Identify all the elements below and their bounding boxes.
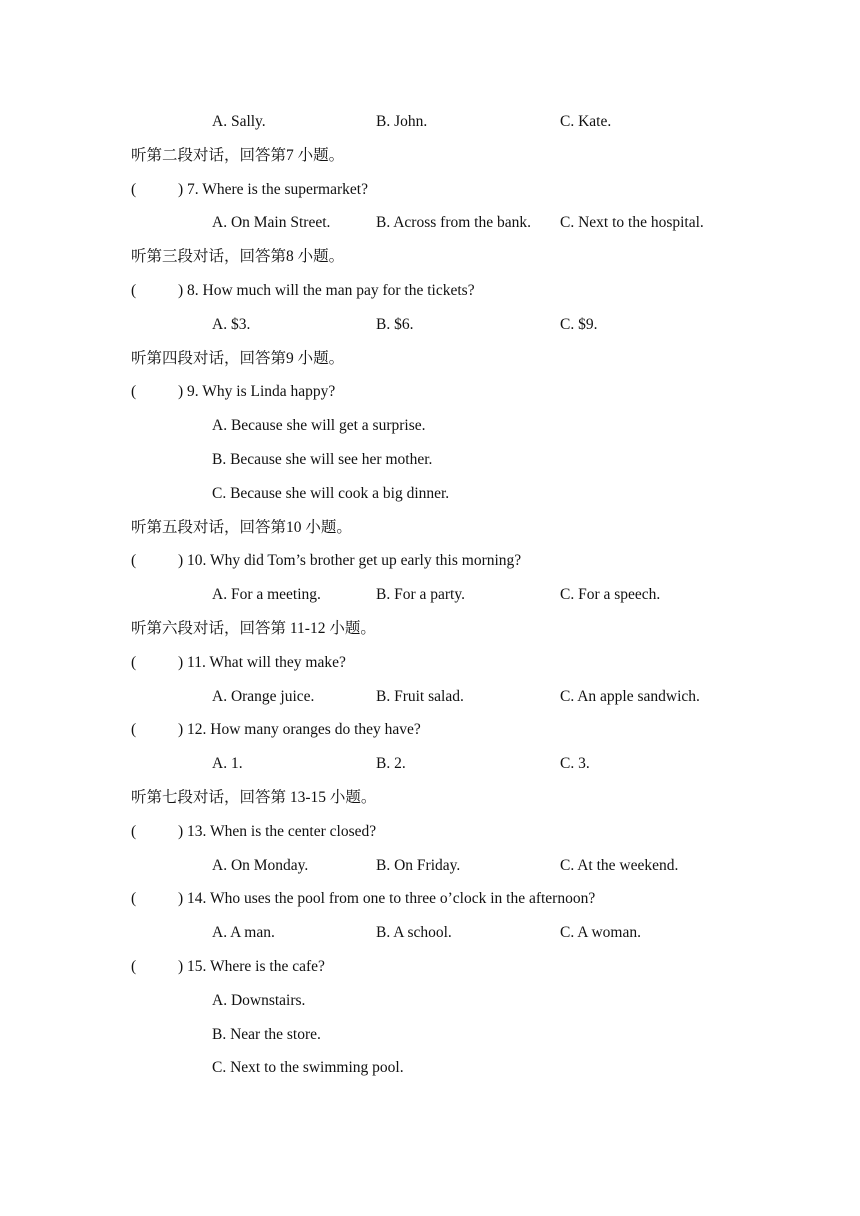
option-b: B. Fruit salad. [376, 687, 464, 705]
answer-blank[interactable]: ( [131, 822, 137, 840]
option-b: B. A school. [376, 924, 452, 942]
option-row [0, 753, 860, 787]
section-instruction: 听第二段对话，回答第7 小题。 [131, 146, 345, 164]
option-c: C. For a speech. [560, 586, 661, 604]
option-line [0, 415, 860, 449]
answer-blank[interactable]: ( [131, 958, 137, 975]
question-line [0, 179, 860, 213]
question-line [0, 821, 860, 855]
section-instruction: 听第七段对话，回答第 13-15 小题。 [131, 789, 377, 806]
answer-blank[interactable]: ( [131, 653, 137, 671]
option-line [0, 449, 860, 483]
question-text: ) 15. Where is the cafe? [178, 958, 325, 975]
option-c: C. Because she will cook a big dinner. [212, 484, 450, 502]
section-header [0, 348, 860, 382]
option-line [0, 990, 860, 1024]
question-line [0, 280, 860, 314]
section-header [0, 145, 860, 179]
option-a: A. $3. [212, 315, 251, 333]
option-a: A. For a meeting. [212, 586, 321, 604]
option-row [0, 686, 860, 720]
question-text: ) 10. Why did Tom’s brother get up early this morning? [178, 552, 522, 570]
answer-blank[interactable]: ( [131, 180, 137, 198]
question-line [0, 381, 860, 415]
question-text: ) 9. Why is Linda happy? [178, 383, 336, 401]
question-text: ) 13. When is the center closed? [178, 822, 377, 840]
question-text: ) 11. What will they make? [178, 653, 346, 671]
section-instruction: 听第四段对话，回答第9 小题。 [131, 349, 345, 367]
option-line [0, 1057, 860, 1091]
section-header [0, 517, 860, 551]
section-instruction: 听第五段对话，回答第10 小题。 [131, 518, 352, 536]
option-row [0, 212, 860, 246]
option-c: C. Kate. [560, 113, 612, 130]
option-row [0, 855, 860, 889]
option-b: B. Near the store. [212, 1025, 321, 1043]
option-b: B. $6. [376, 315, 414, 333]
section-header [0, 246, 860, 280]
option-b: B. For a party. [376, 586, 465, 604]
question-line [0, 652, 860, 686]
question-text: ) 14. Who uses the pool from one to three o’clock in the afternoon? [178, 890, 596, 908]
option-c: C. An apple sandwich. [560, 687, 700, 705]
question-line [0, 719, 860, 753]
option-b: B. Because she will see her mother. [212, 451, 433, 468]
question-text: ) 12. How many oranges do they have? [178, 721, 421, 739]
option-a: A. 1. [212, 755, 243, 773]
option-a: A. On Monday. [212, 856, 309, 874]
section-header [0, 787, 860, 821]
section-instruction: 听第三段对话，回答第8 小题。 [131, 248, 345, 266]
question-text: ) 7. Where is the supermarket? [178, 180, 368, 198]
option-a: A. Because she will get a surprise. [212, 417, 426, 435]
option-row [0, 584, 860, 618]
option-a: A. On Main Street. [212, 214, 331, 232]
option-c: C. A woman. [560, 924, 641, 942]
question-line [0, 888, 860, 922]
answer-blank[interactable]: ( [131, 721, 137, 739]
question-line [0, 550, 860, 584]
option-b: B. Across from the bank. [376, 214, 531, 232]
section-header [0, 618, 860, 652]
answer-blank[interactable]: ( [131, 890, 137, 908]
option-c: C. At the weekend. [560, 856, 679, 874]
answer-blank[interactable]: ( [131, 552, 137, 570]
option-c: C. Next to the hospital. [560, 214, 704, 232]
option-c: C. 3. [560, 755, 590, 773]
answer-blank[interactable]: ( [131, 282, 137, 299]
option-a: A. Downstairs. [212, 991, 306, 1009]
answer-blank[interactable]: ( [131, 383, 137, 401]
option-row [0, 922, 860, 956]
option-row [0, 314, 860, 348]
option-a: A. Sally. [212, 113, 266, 130]
question-text: ) 8. How much will the man pay for the tickets? [178, 282, 475, 299]
option-b: B. John. [376, 113, 428, 130]
option-line [0, 1024, 860, 1058]
option-c: C. Next to the swimming pool. [212, 1059, 404, 1077]
option-b: B. On Friday. [376, 856, 461, 874]
option-row [0, 111, 860, 145]
option-line [0, 483, 860, 517]
question-line [0, 956, 860, 990]
option-a: A. Orange juice. [212, 687, 315, 705]
option-b: B. 2. [376, 755, 406, 773]
section-instruction: 听第六段对话，回答第 11-12 小题。 [131, 620, 376, 637]
option-a: A. A man. [212, 924, 275, 942]
option-c: C. $9. [560, 315, 598, 333]
